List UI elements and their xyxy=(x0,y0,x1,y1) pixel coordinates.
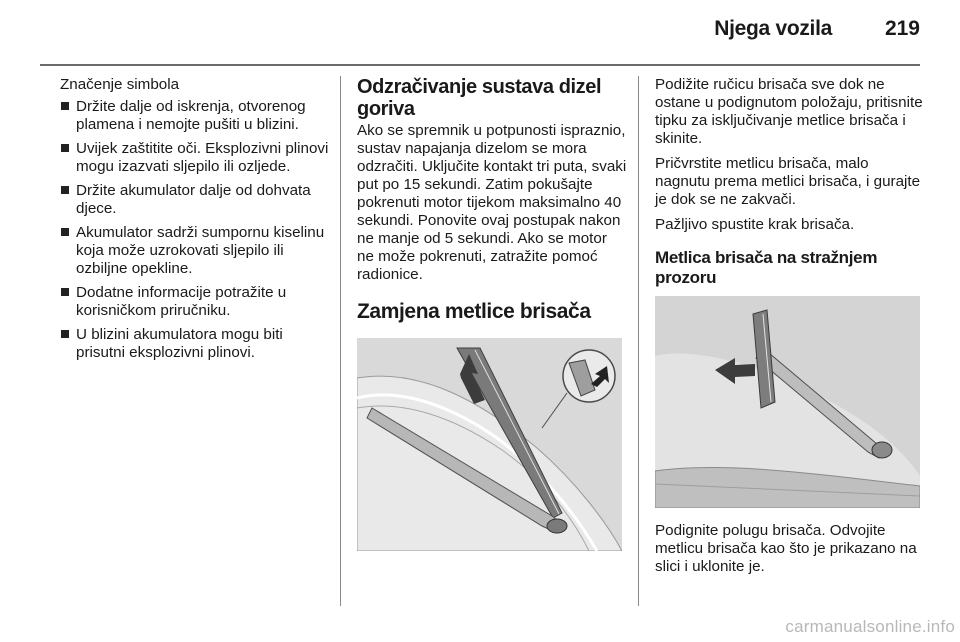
list-item-text: Uvijek zaštitite oči. Eksplozivni plinovi mogu izazvati sljepilo ili ozljede. xyxy=(76,140,329,175)
list-item-text: Držite akumulator dalje od dohvata djece. xyxy=(76,182,311,217)
list-item xyxy=(60,140,335,176)
column-left xyxy=(60,76,335,368)
wiper-step-3: Pažljivo spustite krak brisača. xyxy=(655,216,855,233)
section-heading-rear-wiper: Metlica brisača na stražnjem prozoru xyxy=(655,248,878,287)
bullet-icon xyxy=(61,102,69,110)
list-item xyxy=(60,224,335,278)
front-wiper-drawing xyxy=(357,338,622,551)
bullet-icon xyxy=(61,186,69,194)
diesel-bleed-text: Ako se spremnik u potpunosti ispraznio, sustav napajanja dizelom se mora odzračiti. Uključite kontakt tri puta, svaki put po 15 sekundi. Zatim pokušajte pokrenuti motor tijekom maksimalno 40 sekundi. Ponovite ovaj postupak nakon ne manje od 5 sekundi. Ako se motor ne može pokrenuti, zatražite pomoć radionice. xyxy=(357,122,627,283)
column-divider xyxy=(638,76,639,606)
list-item xyxy=(60,98,335,134)
list-item-text: U blizini akumulatora mogu biti prisutni eksplozivni plinovi. xyxy=(76,326,283,361)
watermark: carmanualsonline.info xyxy=(785,617,955,636)
list-item-text: Držite dalje od iskrenja, otvorenog plamena i nemojte pušiti u blizini. xyxy=(76,98,306,133)
list-item xyxy=(60,182,335,218)
page-title: Njega vozila xyxy=(714,17,832,40)
bullet-icon xyxy=(61,228,69,236)
rear-wiper-drawing xyxy=(655,296,920,508)
rear-wiper-instructions: Podignite polugu brisača. Odvojite metlicu brisača kao što je prikazano na slici i uklonite je. xyxy=(655,522,917,575)
column-middle xyxy=(357,76,627,551)
symbols-intro: Značenje simbola xyxy=(60,76,180,93)
column-divider xyxy=(340,76,341,606)
warning-list xyxy=(60,98,335,362)
list-item xyxy=(60,326,335,362)
bullet-icon xyxy=(61,144,69,152)
wiper-step-2: Pričvrstite metlicu brisača, malo nagnutu prema metlici brisača, i gurajte je dok se ne zakvači. xyxy=(655,155,921,208)
column-right xyxy=(655,76,925,583)
bullet-icon xyxy=(61,288,69,296)
bullet-icon xyxy=(61,330,69,338)
list-item xyxy=(60,284,335,320)
section-heading-wiper-replacement: Zamjena metlice brisača xyxy=(357,300,591,323)
section-heading-diesel-bleed: Odzračivanje sustava dizel goriva xyxy=(357,76,602,120)
list-item-text: Akumulator sadrži sumpornu kiselinu koja može uzrokovati sljepilo ili ozbiljne opekline. xyxy=(76,224,325,277)
page-header xyxy=(40,0,920,66)
page-number: 219 xyxy=(884,17,920,40)
list-item-text: Dodatne informacije potražite u korisničkom priručniku. xyxy=(76,284,287,319)
front-wiper-illustration xyxy=(357,338,622,551)
rear-wiper-illustration xyxy=(655,296,920,508)
wiper-step-1: Podižite ručicu brisača sve dok ne ostane u podignutom položaju, pritisnite tipku za isključivanje metlice brisača i skinite. xyxy=(655,76,923,147)
